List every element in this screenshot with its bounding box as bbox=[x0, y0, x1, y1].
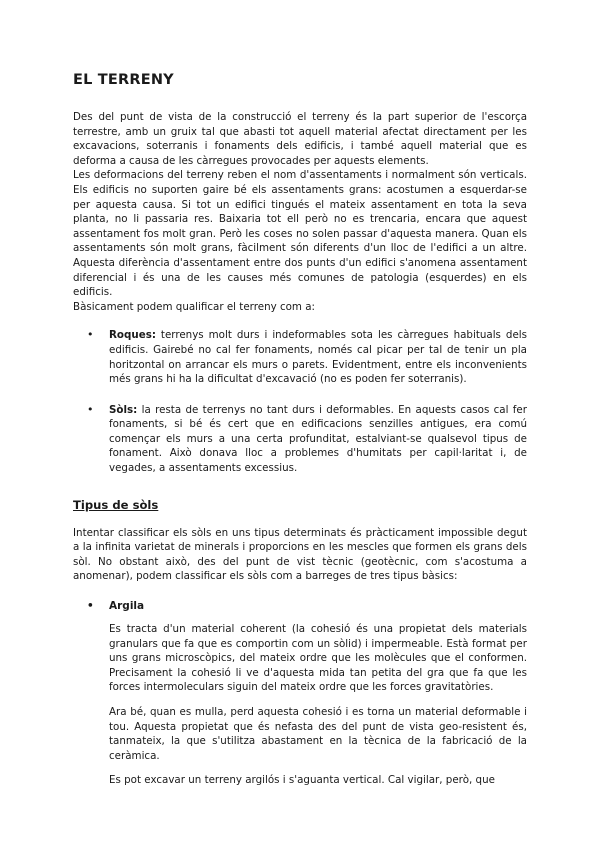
document-title: EL TERRENY bbox=[73, 72, 174, 88]
term-description: la resta de terrenys no tant durs i deformables. En aquests casos cal fer fonaments, si bé és cert que en edificacions senzilles antigues, era comú començar els murs a una certa profunditat, estalviant-se qualsevol tipus de fonament. Això donava lloc a problemes d'humitats per capil·laritat i, de vegades, a assentaments excessius. bbox=[109, 403, 527, 475]
intro-paragraph: Bàsicament podem qualificar el terreny com a: bbox=[73, 300, 316, 313]
intro-paragraph: Des del punt de vista de la construcció el terreny és la part superior de l'escorça terrestre, amb un gruix tal que abasti tot aquell material afectat directament per les excavacions, soterranis i fonaments dels edificis, i també aquell material que es deforma a causa de les càrregues provocades per aquests elements. bbox=[73, 111, 527, 167]
terrain-types-list bbox=[73, 328, 527, 475]
section-intro: Intentar classificar els sòls en uns tipus determinats és pràcticament impossible degut a la infinita varietat de minerals i proporcions en les mescles que formen els grans dels sòl. No obstant això, des del punt de vist tècnic (geotècnic, com s'acostuma a anomenar), podem classificar els sòls com a barreges de tres tipus bàsics: bbox=[73, 526, 527, 583]
term-description: terrenys molt durs i indeformables sota les càrregues habituals dels edificis. Gairebé no cal fer fonaments, només cal picar per tal de tenir un pla horitzontal on arrancar els murs o parets. Evidentment, entre els inconvenients més grans hi ha la dificultat d'excavació (no es poden fer soterranis). bbox=[109, 329, 527, 386]
term-label: Roques: bbox=[109, 329, 156, 342]
soil-heading: • Argila bbox=[73, 600, 527, 612]
intro-paragraph: Les deformacions del terreny reben el nom d'assentaments i normalment són verticals. Els edificis no suporten gaire bé els assentaments grans: acostumen a esquerdar-se per aquesta causa. Si tot un edifici tingués el mateix assentament en tota la seva planta, no li passaria res. Baixaria tot ell però no es trencaria, encara que aquest assentament fos molt gran. Però les coses no solen passar d'aquesta manera. Quan els assentaments són molt grans, fàcilment són diferents d'un lloc de l'edifici a un altre. Aquesta diferència d'assentament entre dos punts d'un edifici s'anomena assentament diferencial i és una de les causes més comunes de patologia (esquerdes) en els edificis. bbox=[73, 169, 527, 299]
document-page bbox=[73, 72, 527, 798]
list-item-roques bbox=[73, 328, 527, 386]
soil-body bbox=[73, 622, 527, 788]
soil-paragraph: Es tracta d'un material coherent (la cohesió és una propietat dels materials granulars que fa que es comportin com un sòlid) i impermeable. Està format per uns grans microscòpics, del mateix ordre que les molècules que el conformen. Precisament la cohesió li ve d'aquesta mida tan petita del gra que fa que les forces intermoleculars siguin del mateix ordre que les forces gravitatòries. bbox=[109, 623, 527, 694]
soil-paragraph: Es pot excavar un terreny argilós i s'aguanta vertical. Cal vigilar, però, que bbox=[109, 774, 495, 787]
term-label: Sòls: bbox=[109, 403, 138, 416]
section-heading: Tipus de sòls bbox=[73, 497, 159, 512]
soil-paragraph: Ara bé, quan es mulla, perd aquesta cohesió i es torna un material deformable i tou. Aquesta propietat que és nefasta des del punt de vista geo-resistent és, tanmateix, la que s'utilitza abastament en la tècnica de la fabricació de la ceràmica. bbox=[109, 706, 527, 762]
list-item-sols bbox=[73, 403, 527, 476]
intro-section bbox=[73, 110, 527, 314]
